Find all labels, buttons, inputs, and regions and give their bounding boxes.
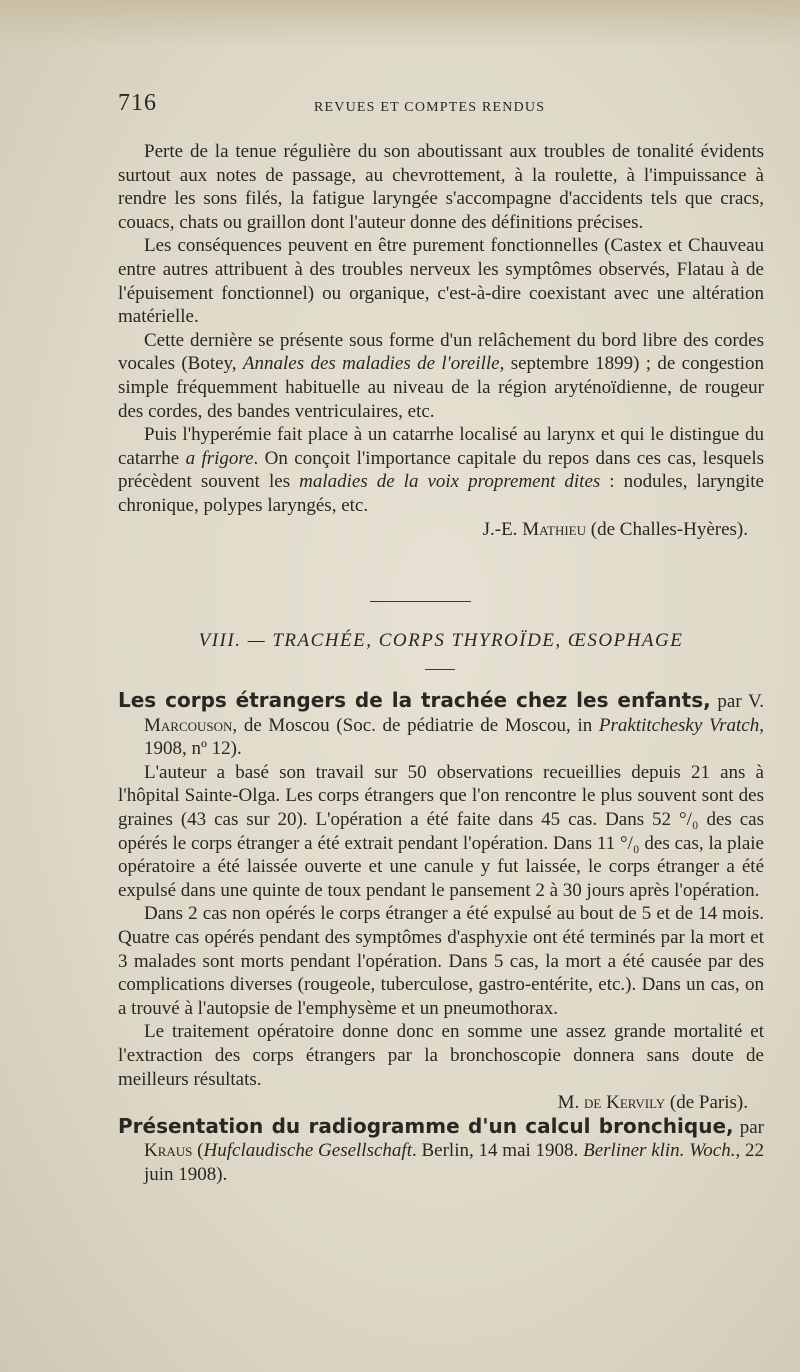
article-2-journal-2: Berliner klin. Woch. <box>583 1140 736 1162</box>
intro-paragraph-3 <box>118 329 764 423</box>
article-2-author: Kraus <box>144 1140 193 1162</box>
intro-paragraph-4 <box>118 423 764 517</box>
intro-signature-initials: J.-E. <box>482 518 523 540</box>
intro-review <box>118 140 764 541</box>
article-1-signature-initial: M. <box>557 1092 585 1114</box>
intro-p3-text-a: Cette dernière se présente sous forme d'un relâchement du bord libre des cordes vocales (Botey, <box>118 329 764 375</box>
intro-signature <box>118 518 764 542</box>
intro-signature-name: Mathieu <box>522 518 587 540</box>
running-title: REVUES ET COMPTES RENDUS <box>314 100 546 115</box>
section-rule <box>425 669 455 670</box>
term-a-frigore: a frigore <box>185 447 254 469</box>
article-2-journal: Hufclaudische Gesellschaft <box>203 1140 412 1162</box>
intro-p3-text-c: , septembre 1899) ; de congestion simple fréquemment habituelle au niveau de la région aryténoïdienne, de rougeur des cordes, des bandes ventriculaires, etc. <box>118 353 765 422</box>
article-1-author: Marcouson <box>144 714 233 736</box>
intro-paragraph-1: Perte de la tenue régulière du son aboutissant aux troubles de tonalité évidents surtout aux notes de passage, au chevrottement, à la roulette, à l'impuissance à rendre les sons filés, la fatigue laryngée s'accompagne d'accidents tels que cracs, couacs, chats ou graillon dont l'auteur donne des définitions précises. <box>118 141 764 233</box>
intro-p4-text-e: : nodules, laryngite chronique, polypes laryngés, etc. <box>118 471 764 516</box>
term-maladies-voix: maladies de la voix proprement dites <box>299 471 601 493</box>
intro-signature-place: (de Challes-Hyères). <box>586 518 748 540</box>
article-2-byline-c: . Berlin, 14 mai 1908. <box>411 1140 584 1162</box>
article-1-signature <box>118 1091 764 1115</box>
article-1-paragraph-3: Le traitement opératoire donne donc en somme une assez grande mortalité et l'extraction des corps étrangers par la bronchoscopie donnera sans doute de meilleurs résultats. <box>118 1021 764 1090</box>
intro-paragraph-2: Les conséquences peuvent en être purement fonctionnelles (Castex et Chauveau entre autres attribuent à des troubles nerveux les symptômes observés, Flatau à de l'épuisement fonctionnel) ou organique, c'est-à-dire coexistant avec une altération matérielle. <box>118 235 764 328</box>
article-2-byline-b: ( <box>192 1140 204 1162</box>
article-1-byline-b: , de Moscou (Soc. de pédiatrie de Moscou, in <box>232 714 599 736</box>
article-2-byline-d: , 22 juin 1908). <box>144 1140 765 1185</box>
article-1-byline-a: par V. <box>710 691 764 712</box>
article-2-byline-a: par <box>733 1116 764 1138</box>
article-foreign-bodies <box>118 689 764 1186</box>
section-title: VIII. — TRACHÉE, CORPS THYROÏDE, ŒSOPHAGE <box>198 630 684 651</box>
article-1-paragraph-1: L'auteur a basé son travail sur 50 observations recueillies depuis 21 ans à l'hôpital Sainte-Olga. Les corps étrangers que l'on rencontre le plus souvent sont des graines (43 cas sur 20). L'opération a été faite dans 45 cas. Dans 52 °/₀ des cas opérés le corps étranger a été extrait pendant l'opération. Dans 11 °/₀ des cas, la plaie opératoire a été laissée ouverte et une canule y fut laissée, le corps étranger a été expulsé dans une quinte de toux pendant le pansement 2 à 30 jours après l'opération. <box>118 761 764 901</box>
page-number: 716 <box>118 90 157 116</box>
article-1-paragraph-2: Dans 2 cas non opérés le corps étranger a été expulsé au bout de 5 et de 14 mois. Quatre cas opérés pendant des symptômes d'asphyxie ont été terminés par la mort et 3 malades sont morts pendant l'opération. Dans 5 cas, la mort a été causée par des complications diverses (rougeole, tuberculose, gastro-entérite, etc.). Dans un cas, on a trouvé à l'autopsie de l'emphysème et un pneumothorax. <box>118 903 764 1019</box>
intro-p4-text-a: Puis l'hyperémie fait place à un catarrhe localisé au larynx et qui le distingue du catarrhe <box>118 424 764 469</box>
separator-rule <box>370 601 471 602</box>
article-1-signature-name: de Kervily <box>584 1092 666 1114</box>
intro-p4-text-c: . On conçoit l'importance capitale du repos dans ces cas, lesquels précèdent souvent les <box>118 447 765 493</box>
article-1-signature-place: (de Paris). <box>665 1092 748 1114</box>
article-2-title: Présentation du radiogramme d'un calcul bronchique, <box>118 1113 734 1138</box>
article-1-heading <box>118 689 764 761</box>
article-2-heading <box>118 1115 764 1187</box>
page-header <box>118 90 768 122</box>
article-1-byline-c: , 1908, nº 12). <box>144 714 764 760</box>
journal-annales: Annales des maladies de l'oreille <box>242 353 500 375</box>
page-edge-shadow <box>0 0 800 48</box>
article-1-title: Les corps étrangers de la trachée chez les enfants, <box>118 688 711 712</box>
article-1-journal: Praktitchesky Vratch <box>598 714 760 736</box>
